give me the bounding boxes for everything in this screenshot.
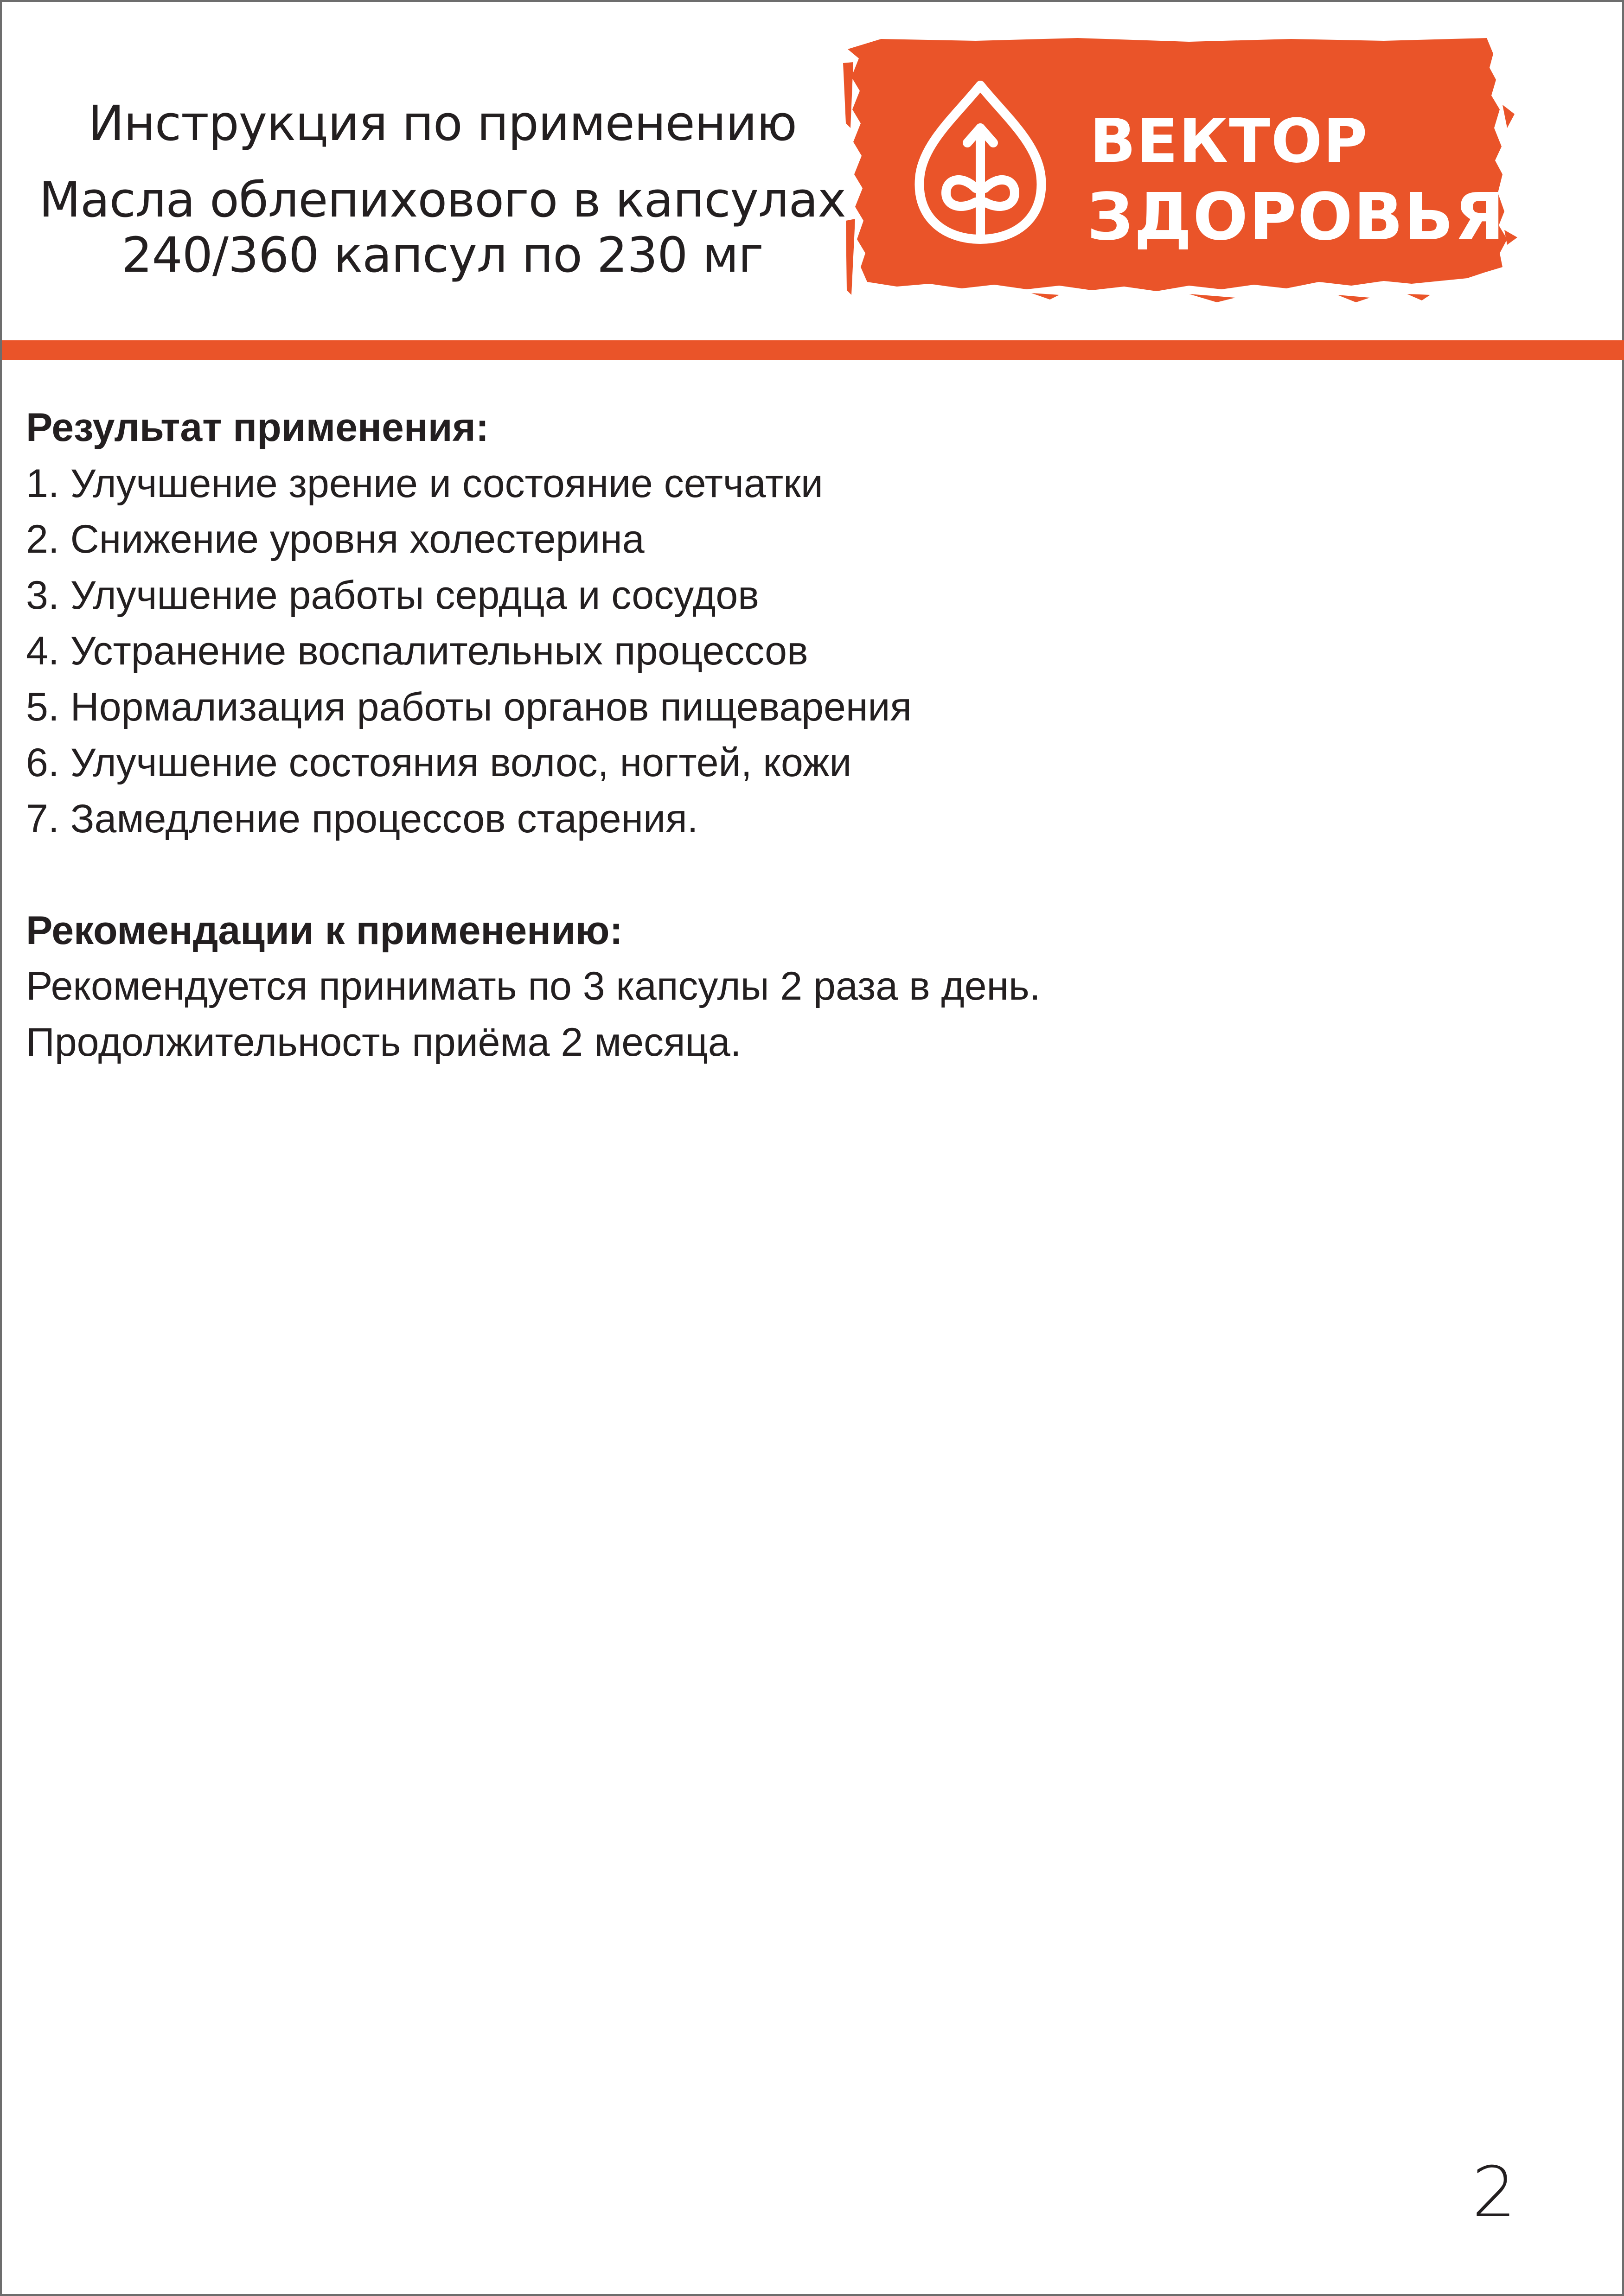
- instruction-body: [26, 400, 1556, 1070]
- list-item: 1. Улучшение зрение и состояние сетчатки: [26, 461, 823, 506]
- brand-logo: [837, 35, 1518, 309]
- product-packaging: 240/360 капсул по 230 мг: [121, 227, 763, 283]
- page-number: 2: [1472, 2152, 1516, 2233]
- list-item: 6. Улучшение состояния волос, ногтей, кожи: [26, 740, 852, 785]
- results-list: [26, 456, 1556, 847]
- list-item: 2. Снижение уровня холестерина: [26, 517, 645, 561]
- list-item: 3. Улучшение работы сердца и сосудов: [26, 573, 759, 618]
- logo-text-line2: ЗДОРОВЬЯ: [1087, 179, 1506, 255]
- list-item: 4. Устранение воспалительных процессов: [26, 629, 808, 673]
- logo-text-line1: ВЕКТОР: [1090, 106, 1368, 176]
- results-heading: Результат применения:: [26, 405, 489, 450]
- duration-text: Продолжительность приёма 2 месяца.: [26, 1020, 742, 1065]
- list-item: 7. Замедление процессов старения.: [26, 796, 698, 841]
- document-title: Инструкция по применению: [88, 95, 797, 152]
- dosage-text: Рекомендуется принимать по 3 капсулы 2 раза в день.: [26, 964, 1041, 1008]
- recommendations-heading: Рекомендации к применению:: [26, 908, 623, 953]
- product-name: Масла облепихового в капсулах: [39, 172, 846, 228]
- list-item: 5. Нормализация работы органов пищеварения: [26, 684, 912, 729]
- header-divider: [2, 340, 1624, 360]
- section-spacer: [26, 847, 1556, 903]
